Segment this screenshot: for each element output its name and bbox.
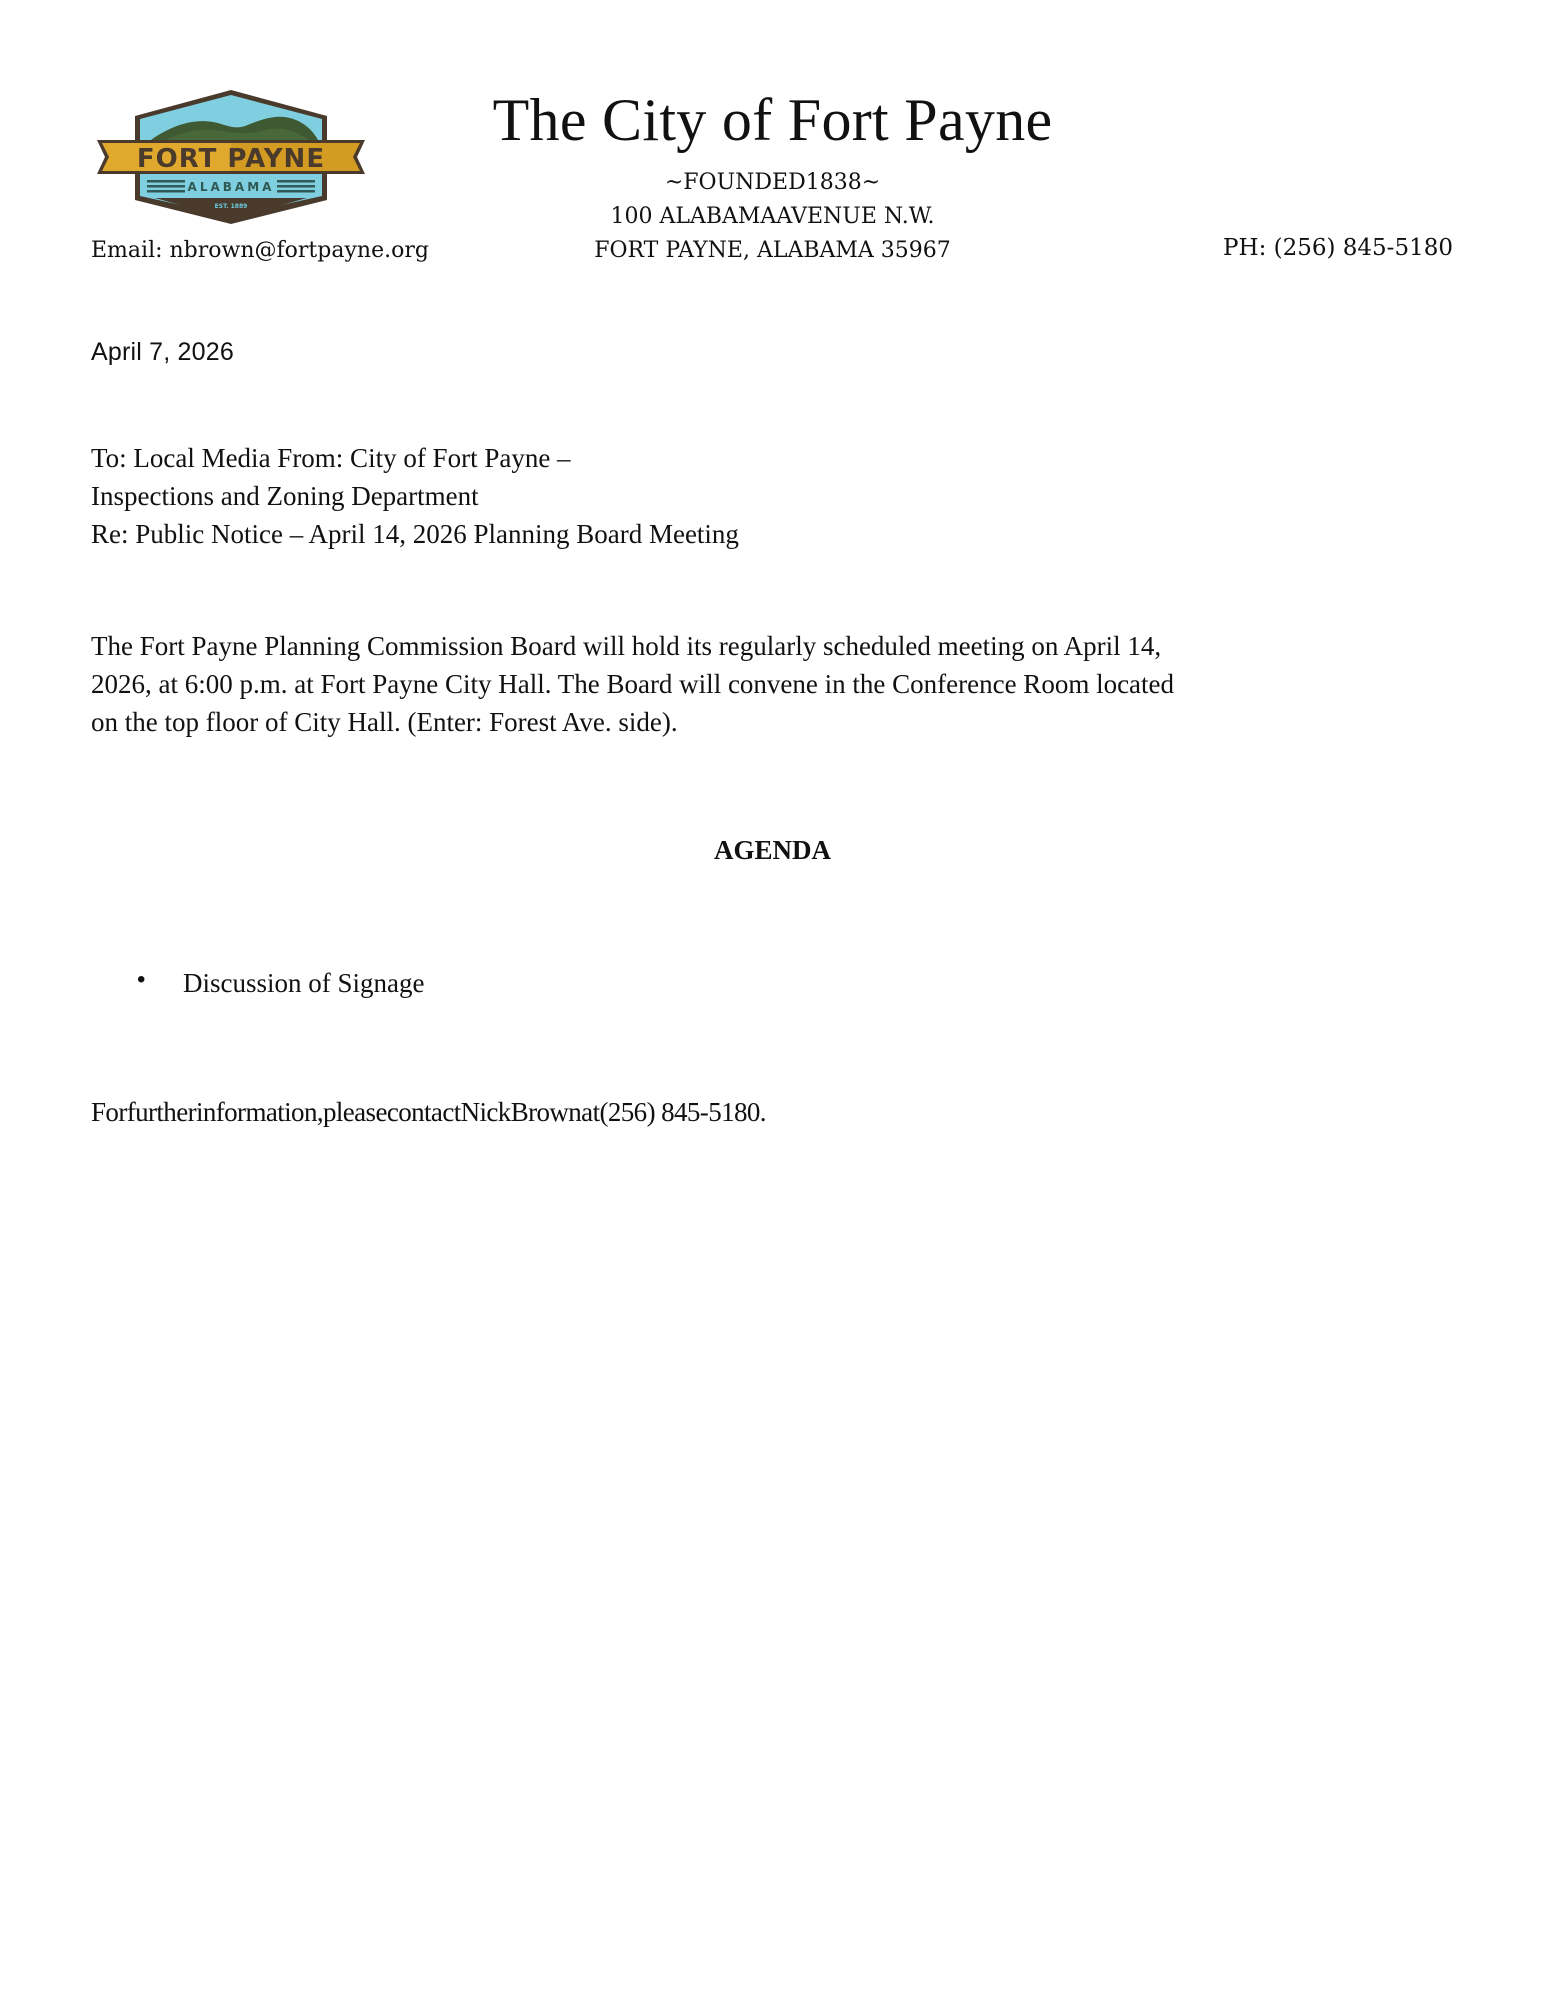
address-line-1: 100 ALABAMAAVENUE N.W. bbox=[610, 204, 935, 229]
body-line: 2026, at 6:00 p.m. at Fort Payne City Hall. The Board will convene in the Conference Room located bbox=[91, 669, 1175, 699]
agenda-item bbox=[0, 968, 1545, 1008]
agenda-item-text: Discussion of Signage bbox=[183, 968, 425, 998]
email-contact: Email: nbrown@fortpayne.org bbox=[91, 238, 429, 263]
agenda-list bbox=[0, 968, 1545, 1008]
memo-department: Inspections and Zoning Department bbox=[91, 481, 479, 511]
founded-line: ~FOUNDED1838~ bbox=[664, 170, 881, 195]
logo-sub-text: ALABAMA bbox=[187, 180, 275, 194]
letter-date: April 7, 2026 bbox=[91, 338, 234, 366]
logo-est-text: EST. 1889 bbox=[214, 203, 248, 210]
memo-subject: Re: Public Notice – April 14, 2026 Planning Board Meeting bbox=[91, 519, 739, 549]
contact-line: Forfurtherinformation,pleasecontactNickBrownat(256) 845-5180. bbox=[91, 1097, 766, 1127]
agenda-heading: AGENDA bbox=[713, 835, 831, 865]
body-line: The Fort Payne Planning Commission Board will hold its regularly scheduled meeting on April 14, bbox=[91, 631, 1162, 661]
address-line-2: FORT PAYNE, ALABAMA 35967 bbox=[594, 238, 951, 263]
bullet-icon: • bbox=[137, 966, 146, 993]
phone-contact: PH: (256) 845-5180 bbox=[1223, 235, 1453, 261]
memo-to-from: To: Local Media From: City of Fort Payne – bbox=[91, 443, 571, 473]
letterhead-title: The City of Fort Payne bbox=[492, 87, 1053, 153]
body-paragraph bbox=[91, 627, 1471, 741]
logo-main-text: FORT PAYNE bbox=[136, 144, 326, 174]
body-line: on the top floor of City Hall. (Enter: Forest Ave. side). bbox=[91, 707, 678, 737]
